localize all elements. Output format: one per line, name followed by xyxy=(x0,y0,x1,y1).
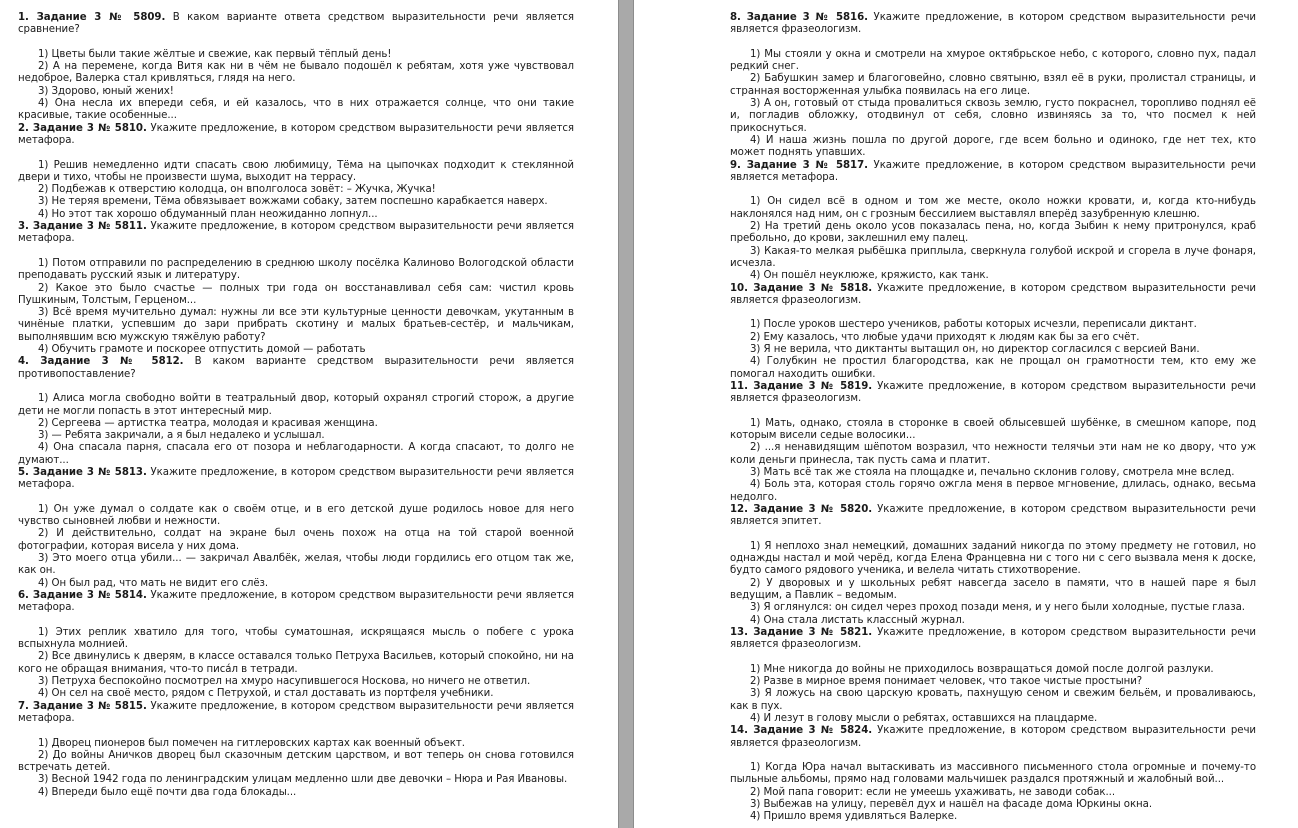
task-block xyxy=(730,725,1256,823)
task-block xyxy=(18,123,574,221)
answer-option: 4) Боль эта, которая столь горячо ожгла меня в первое мгновение, длилась, однако, весьма недолго. xyxy=(730,479,1256,503)
answer-option: 4) Впереди было ещё почти два года блокады... xyxy=(38,786,297,798)
task-number: 5. Задание 3 № 5813. xyxy=(18,466,147,478)
answer-option: 1) Цветы были такие жёлтые и свежие, как первый тёплый день! xyxy=(38,48,392,60)
task-block xyxy=(730,504,1256,627)
answer-option: 1) Дворец пионеров был помечен на гитлеровских картах как военный объект. xyxy=(38,737,465,749)
answer-option: 1) Мне никогда до войны не приходилось возвращаться домой после долгой разлуки. xyxy=(750,663,1214,675)
answer-option: 1) Я неплохо знал немецкий, домашних заданий никогда по этому предмету не готовил, но однажды настал и мой черёд, когда Елена Францевна ни с того ни с сего вызвала меня к доске, будто самого рядового ученика, и велела читать стихотворение. xyxy=(730,540,1256,577)
answer-option: 1) Мы стояли у окна и смотрели на хмурое октябрьское небо, с которого, словно пух, падал редкий снег. xyxy=(730,48,1256,73)
task-block xyxy=(730,627,1256,725)
task-block xyxy=(18,356,574,467)
task-question: Укажите предложение, в котором средством выразительности речи является метафора. xyxy=(18,221,574,245)
answer-option: 1) Мать, однако, стояла в сторонке в своей облысевшей шубёнке, в смешном капоре, под которым висели седые волосики... xyxy=(730,417,1256,442)
task-header xyxy=(18,590,574,615)
answer-option: 4) Он сел на своё место, рядом с Петрухой, и стал доставать из портфеля учебники. xyxy=(38,688,494,700)
task-header xyxy=(18,701,574,726)
answer-option: 4) Пришло время удивляться Валерке. xyxy=(750,811,958,823)
answer-option: 3) Я не верила, что диктанты вытащил он, но директор согласился с версией Вани. xyxy=(750,344,1200,356)
task-header xyxy=(730,504,1256,529)
left-page-content xyxy=(18,12,574,799)
task-number: 13. Задание 3 № 5821. xyxy=(730,626,873,638)
answer-option: 3) Всё время мучительно думал: нужны ли все эти культурные ценности девочкам, укутанным в чинёные платки, успевшим до зари прибрать скотину и малых братьев-сестёр, и мальчикам, выполнявшим всю мужскую тяжёлую работу? xyxy=(18,307,574,343)
blank-line xyxy=(18,725,574,737)
task-block xyxy=(730,381,1256,504)
task-header xyxy=(730,627,1256,652)
answer-option: 2) На третий день около усов показалась пена, но, когда Зыбин к нему притронулся, краб пребольно, до крови, заклешнил ему палец. xyxy=(730,221,1256,245)
blank-line xyxy=(18,492,574,504)
task-header xyxy=(18,467,574,492)
task-question: Укажите предложение, в котором средством выразительности речи является метафора. xyxy=(730,159,1256,183)
answer-option: 2) Все двинулись к дверям, в классе оставался только Петруха Васильев, который спокойно, ни на кого не обращая внимания, что-то писа́л в тетради. xyxy=(18,651,574,675)
answer-option: 2) Мой папа говорит: если не умеешь ухаживать, не заводи собак... xyxy=(750,786,1116,798)
task-number: 14. Задание 3 № 5824. xyxy=(730,725,873,737)
task-number: 2. Задание 3 № 5810. xyxy=(18,122,147,134)
answer-option: 2) Бабушкин замер и благоговейно, словно святыню, взял её в руки, пролистал страницы, и странная восторженная улыбка появилась на его лице. xyxy=(730,73,1256,97)
task-header xyxy=(18,12,574,37)
task-block xyxy=(730,12,1256,160)
blank-line xyxy=(18,37,574,49)
task-number: 4. Задание 3 № 5812. xyxy=(18,356,184,368)
blank-line xyxy=(730,406,1256,418)
task-number: 8. Задание 3 № 5816. xyxy=(730,12,868,23)
answer-option: 1) Этих реплик хватило для того, чтобы суматошная, искрящаяся мысль о побеге с урока вспыхнула молнией. xyxy=(18,626,574,651)
answer-option: 4) Он пошёл неуклюже, кряжисто, как танк. xyxy=(750,270,989,282)
task-header xyxy=(730,283,1256,308)
task-number: 10. Задание 3 № 5818. xyxy=(730,282,873,294)
blank-line xyxy=(730,37,1256,49)
task-header xyxy=(18,356,574,381)
answer-option: 3) Петруха беспокойно посмотрел на хмуро насупившегося Носкова, но ничего не ответил. xyxy=(38,676,531,688)
answer-option: 3) — Ребята закричали, а я был недалеко и услышал. xyxy=(38,430,325,442)
task-block xyxy=(730,160,1256,283)
task-block xyxy=(18,701,574,799)
task-header xyxy=(730,12,1256,37)
blank-line xyxy=(18,246,574,258)
task-question: Укажите предложение, в котором средством выразительности речи является фразеологизм. xyxy=(730,725,1256,749)
answer-option: 1) Когда Юра начал вытаскивать из массивного письменного стола огромные и почему-то пыльные альбомы, прямо над головами мальчишек раздался протяжный и жалобный вой... xyxy=(730,762,1256,786)
task-number: 1. Задание 3 № 5809. xyxy=(18,12,166,23)
task-header xyxy=(730,160,1256,185)
answer-option: 2) И действительно, солдат на экране был очень похож на отца на той старой военной фотографии, которая висела у них дома. xyxy=(18,528,574,552)
task-question: Укажите предложение, в котором средством выразительности речи является метафора. xyxy=(18,466,574,491)
answer-option: 3) Весной 1942 года по ленинградским улицам медленно шли две девочки – Нюра и Рая Ивановы. xyxy=(38,774,568,786)
answer-option: 1) После уроков шестеро учеников, работы которых исчезли, переписали диктант. xyxy=(750,319,1197,331)
task-question: Укажите предложение, в котором средством выразительности речи является метафора. xyxy=(18,700,574,724)
right-page-content xyxy=(730,12,1256,824)
task-question: Укажите предложение, в котором средством выразительности речи является фразеологизм. xyxy=(730,282,1256,306)
answer-option: 4) Обучить грамоте и поскорее отпустить домой — работать xyxy=(38,344,366,356)
answer-option: 4) И лезут в голову мысли о ребятах, оставшихся на плацдарме. xyxy=(750,712,1098,724)
task-block xyxy=(18,590,574,701)
answer-option: 2) А на перемене, когда Витя как ни в чём не бывало подошёл к ребятам, хотя уже чувствовал недоброе, Валерка стал кривляться, глядя на него. xyxy=(18,61,574,85)
task-question: В каком варианте средством выразительности речи является противопоставление? xyxy=(18,356,574,380)
page-gutter xyxy=(618,0,634,828)
answer-option: 3) Не теряя времени, Тёма обвязывает вожжами собаку, затем поспешно карабкается наверх. xyxy=(38,196,548,208)
answer-option: 2) Сергеева — артистка театра, молодая и красивая женщина. xyxy=(38,417,378,429)
answer-option: 4) Он был рад, что мать не видит его слёз. xyxy=(38,577,269,589)
answer-option: 2) Ему казалось, что любые удачи приходят к людям как бы за его счёт. xyxy=(750,331,1140,343)
answer-option: 4) Она спасала парня, спасала его от позора и неблагодарности. А когда спасают, то долго не думают... xyxy=(18,442,574,466)
task-question: Укажите предложение, в котором средством выразительности речи является метафора. xyxy=(18,122,574,146)
answer-option: 4) Голубкин не простил благородства, как не прощал он грамотности тем, кто ему же помогал находить ошибки. xyxy=(730,356,1256,380)
blank-line xyxy=(730,184,1256,196)
answer-option: 3) Я ложусь на свою царскую кровать, пахнущую сеном и свежим бельём, и проваливаюсь, как в пух. xyxy=(730,688,1256,712)
task-header xyxy=(18,123,574,148)
answer-option: 3) Какая-то мелкая рыбёшка приплыла, сверкнула голубой искрой и сгорела в луче фонаря, исчезла. xyxy=(730,245,1256,269)
task-block xyxy=(730,283,1256,381)
blank-line xyxy=(18,147,574,159)
answer-option: 3) Здорово, юный жених! xyxy=(38,85,174,97)
task-number: 7. Задание 3 № 5815. xyxy=(18,700,147,712)
blank-line xyxy=(18,615,574,627)
answer-option: 2) Подбежав к отверстию колодца, он вполголоса зовёт: – Жучка, Жучка! xyxy=(38,184,436,196)
task-header xyxy=(730,725,1256,750)
task-block xyxy=(18,12,574,123)
answer-option: 1) Решив немедленно идти спасать свою любимицу, Тёма на цыпочках подходит к стеклянной двери и тихо, чтобы не произвести шума, выходит на террасу. xyxy=(18,159,574,183)
answer-option: 3) А он, готовый от стыда провалиться сквозь землю, густо покраснел, торопливо поднял её и, погладив обложку, отодвинул от себя, словно извиняясь за то, что посмел к ней прикоснуться. xyxy=(730,98,1256,134)
task-question: Укажите предложение, в котором средством выразительности речи является фразеологизм. xyxy=(730,380,1256,405)
answer-option: 2) У дворовых и у школьных ребят навсегда засело в памяти, что в нашей паре я был ведущим, а Павлик – ведомым. xyxy=(730,577,1256,601)
answer-option: 2) ...я ненавидящим шёпотом возразил, что нежности телячьи эти нам не ко двору, что уж коли деньги принесла, так пусть сама и платит. xyxy=(730,442,1256,466)
answer-option: 4) Но этот так хорошо обдуманный план неожиданно лопнул... xyxy=(38,208,378,220)
answer-option: 2) Какое это было счастье — полных три года он восстанавливал себя сам: чистил кровь Пушкиным, Толстым, Герценом... xyxy=(18,282,574,306)
answer-option: 3) Мать всё так же стояла на площадке и, печально склонив голову, смотрела мне вслед. xyxy=(750,466,1235,478)
answer-option: 4) Она стала листать классный журнал. xyxy=(750,614,965,626)
task-question: В каком варианте ответа средством выразительности речи является сравнение? xyxy=(18,12,574,36)
task-question: Укажите предложение, в котором средством выразительности речи является фразеологизм. xyxy=(730,626,1256,651)
answer-option: 4) Она несла их впереди себя, и ей казалось, что в них отражается солнце, что они такие красивые, такие особенные... xyxy=(18,98,574,122)
task-header xyxy=(18,221,574,246)
answer-option: 1) Он уже думал о солдате как о своём отце, и в его детской душе родилось новое для него чувство сыновней любви и нежности. xyxy=(18,503,574,528)
blank-line xyxy=(730,307,1256,319)
answer-option: 3) Это моего отца убили... — закричал Авалбёк, желая, чтобы люди гордились его отцом так же, как он. xyxy=(18,553,574,577)
task-number: 12. Задание 3 № 5820. xyxy=(730,503,873,515)
task-number: 9. Задание 3 № 5817. xyxy=(730,159,868,171)
answer-option: 3) Выбежав на улицу, перевёл дух и нашёл на фасаде дома Юркины окна. xyxy=(750,799,1153,810)
answer-option: 2) Разве в мирное время понимает человек, что такое чистые простыни? xyxy=(750,676,1143,688)
left-page xyxy=(0,0,618,828)
task-header xyxy=(730,381,1256,406)
answer-option: 1) Алиса могла свободно войти в театральный двор, который охранял строгий сторож, а другие дети не могли попасть в этот интересный мир. xyxy=(18,393,574,417)
task-question: Укажите предложение, в котором средством выразительности речи является фразеологизм. xyxy=(730,12,1256,36)
blank-line xyxy=(730,528,1256,540)
answer-option: 1) Он сидел всё в одном и том же месте, около ножки кровати, и, когда кто-нибудь наклонялся над ним, он с грозным бессилием выставлял вперёд зазубренную клешню. xyxy=(730,196,1256,220)
task-number: 6. Задание 3 № 5814. xyxy=(18,589,147,601)
task-block xyxy=(18,221,574,356)
answer-option: 1) Потом отправили по распределению в среднюю школу посёлка Калиново Вологодской области преподавать русский язык и литературу. xyxy=(18,257,574,282)
answer-option: 4) И наша жизнь пошла по другой дороге, где всем больно и одиноко, где нет тех, кто может поднять упавших. xyxy=(730,134,1256,159)
right-page xyxy=(634,0,1298,828)
task-number: 3. Задание 3 № 5811. xyxy=(18,221,147,233)
blank-line xyxy=(18,381,574,393)
answer-option: 2) До войны Аничков дворец был сказочным детским царством, и вот теперь он снова готовился встречать детей. xyxy=(18,749,574,774)
blank-line xyxy=(730,750,1256,762)
task-block xyxy=(18,467,574,590)
blank-line xyxy=(730,651,1256,663)
task-question: Укажите предложение, в котором средством выразительности речи является эпитет. xyxy=(730,503,1256,528)
answer-option: 3) Я оглянулся: он сидел через проход позади меня, и у него были холодные, пустые глаза. xyxy=(750,602,1245,614)
task-number: 11. Задание 3 № 5819. xyxy=(730,380,873,392)
task-question: Укажите предложение, в котором средством выразительности речи является метафора. xyxy=(18,589,574,614)
